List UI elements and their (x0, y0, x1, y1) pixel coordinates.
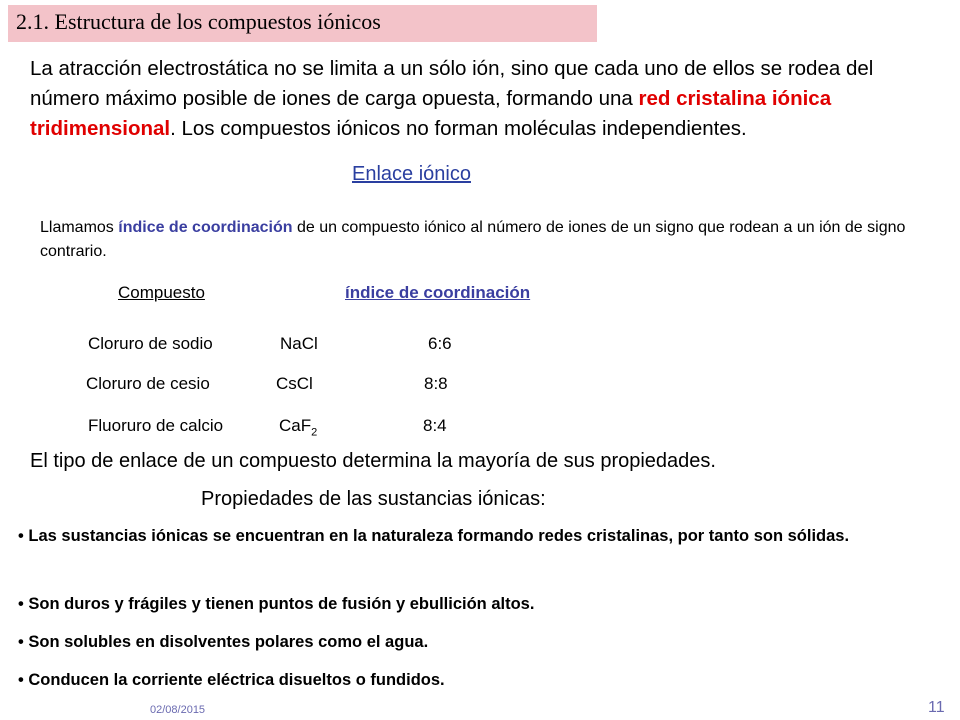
bullet-icon: • (18, 633, 24, 651)
property-item (18, 665, 938, 696)
slide-title: 2.1. Estructura de los compuestos iónicos (16, 9, 381, 34)
bullet-icon: • (18, 595, 24, 613)
formula-base: CaF (279, 416, 312, 435)
slide-title-bar (8, 5, 597, 42)
bullet-icon: • (18, 527, 24, 545)
property-text: Son solubles en disolventes polares como el agua. (28, 633, 429, 651)
intro-text-2: . Los compuestos iónicos no forman moléculas independientes. (170, 117, 747, 140)
definition-text-2: de un compuesto iónico al número de iones de un signo que rodean a un ión de signo contrario. (40, 219, 906, 260)
property-text: Conducen la corriente eléctrica disueltos o fundidos. (28, 671, 445, 689)
page-number: 11 (928, 699, 945, 716)
footer-date: 02/08/2015 (150, 704, 206, 716)
compound-index: 8:8 (424, 374, 448, 393)
compound-name: Cloruro de cesio (86, 374, 210, 393)
intro-paragraph (30, 54, 942, 144)
summary-text: El tipo de enlace de un compuesto determina la mayoría de sus propiedades. (30, 450, 716, 472)
property-item (18, 589, 938, 620)
compound-formula (279, 416, 317, 438)
compound-name: Fluoruro de calcio (88, 416, 224, 435)
enlace-ionico-link[interactable]: Enlace iónico (352, 163, 471, 185)
compound-index: 6:6 (428, 334, 452, 353)
table-header-index: índice de coordinación (345, 283, 531, 302)
property-item (18, 521, 938, 552)
table-header-compound: Compuesto (118, 283, 205, 302)
compound-formula: NaCl (280, 334, 318, 353)
intro-text-1: La atracción electrostática no se limita a un sólo ión, sino que cada uno de ellos se rodea del número máximo posible de iones de carga opuesta, formando una (30, 57, 874, 110)
compound-index: 8:4 (423, 416, 447, 435)
compound-formula: CsCl (276, 374, 313, 393)
definition-paragraph (40, 216, 930, 264)
property-text: Las sustancias iónicas se encuentran en la naturaleza formando redes cristalinas, por tanto son sólidas. (28, 527, 850, 545)
definition-term: índice de coordinación (118, 219, 293, 236)
property-text: Son duros y frágiles y tienen puntos de fusión y ebullición altos. (28, 595, 535, 613)
definition-text-1: Llamamos (40, 219, 119, 236)
compound-name: Cloruro de sodio (88, 334, 213, 353)
formula-subscript: 2 (311, 426, 318, 439)
properties-title: Propiedades de las sustancias iónicas: (201, 488, 546, 510)
bullet-icon: • (18, 671, 24, 689)
property-item (18, 627, 938, 658)
intro-highlight: red cristalina iónica tridimensional (30, 87, 832, 140)
